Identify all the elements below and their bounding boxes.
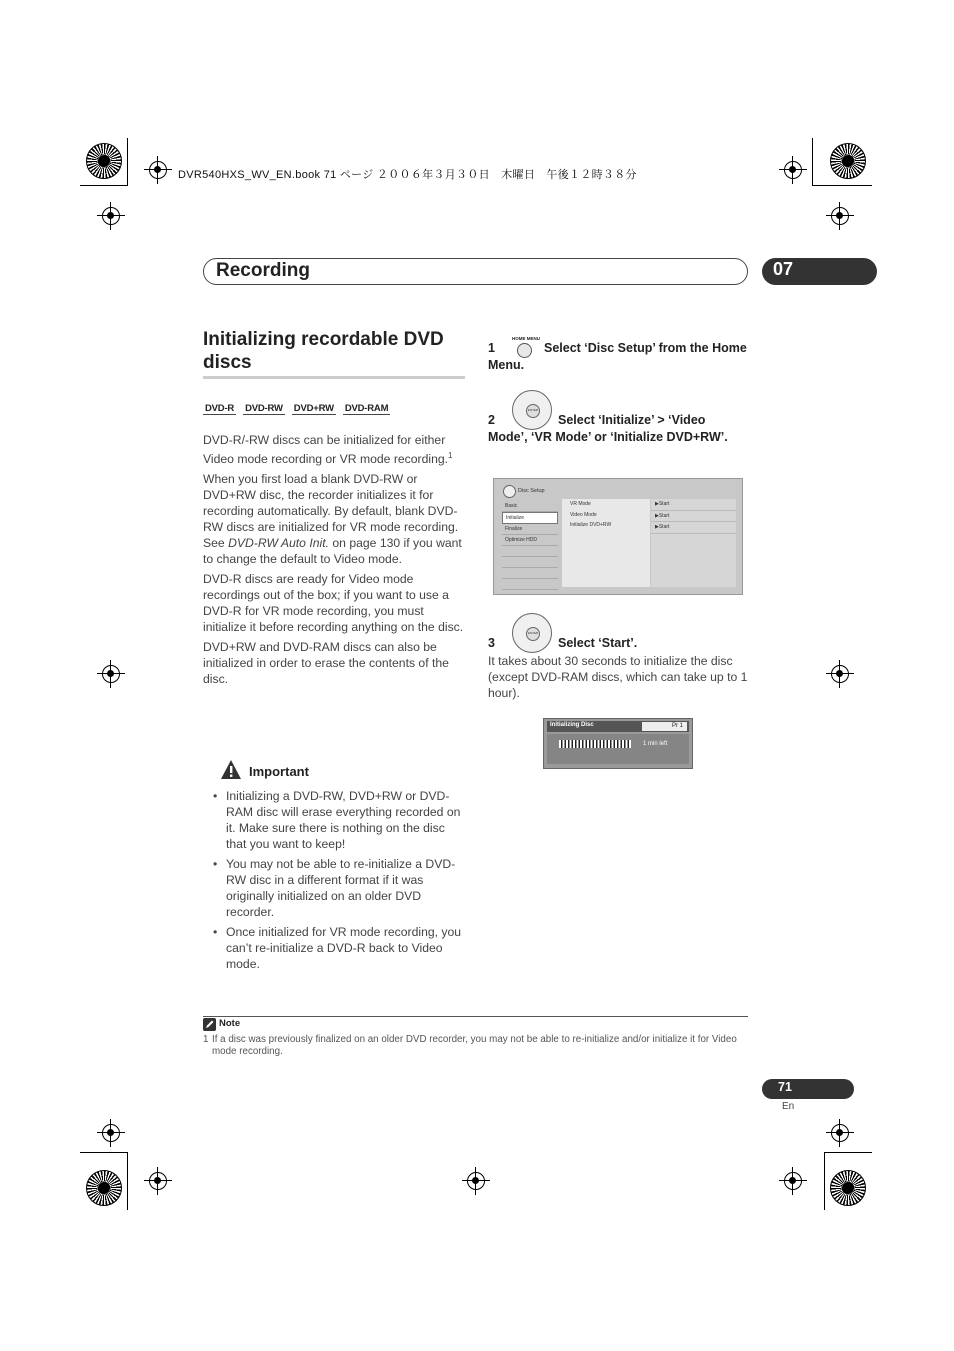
intro-p2-b: on page 130 if you want to change the default to Video mode. [203, 536, 462, 567]
note-title: Note [219, 1018, 241, 1029]
important-title: Important [249, 764, 309, 779]
step-number: 3 [488, 636, 495, 650]
menu-item-initialize[interactable]: Initialize [502, 512, 558, 524]
list-item: • You may not be able to re-initialize a DVD-RW disc in a different format if it was originally initialized on an older DVD recorder. [212, 856, 467, 920]
registration-mark [831, 665, 849, 683]
registration-mark [467, 1172, 485, 1190]
footnote-text: If a disc was previously finalized on an older DVD recorder, you may not be able to re-initialize and/or initialize it for Video mode recording. [212, 1034, 737, 1057]
intro-paragraph: DVD+RW and DVD-RAM discs can also be initialized in order to erase the contents of the disc. [203, 640, 449, 687]
joystick-enter-icon [512, 613, 552, 653]
progress-bar [559, 740, 631, 748]
menu-item-finalize[interactable]: Finalize [502, 524, 558, 535]
home-menu-button-label: HOME MENU [512, 336, 540, 341]
option-video-mode[interactable]: Video Mode [570, 511, 597, 518]
menu-item-empty [502, 579, 558, 590]
menu-item-basic[interactable]: Basic [502, 501, 558, 512]
disc-icon [503, 485, 516, 498]
list-item: • Initializing a DVD-RW, DVD+RW or DVD-RAM disc will erase everything recorded on it. Make sure there is nothing on the disc that you want to keep! [212, 788, 467, 852]
step-1-text: Select ‘Disc Setup’ from the Home Menu. [488, 341, 747, 372]
menu-item-optimize-hdd[interactable]: Optimize HDD [502, 535, 558, 546]
page-heading: Initializing recordable DVD discs [203, 329, 444, 373]
crop-line [812, 138, 813, 186]
print-header: DVR540HXS_WV_EN.book 71 ページ ２００６年３月３０日 木曜日 午後１２時３８分 [178, 169, 637, 181]
step-number: 1 [488, 341, 495, 355]
actions-panel [651, 499, 736, 587]
list-item: • Once initialized for VR mode recording, you can’t re-initialize a DVD-R back to Video mode. [212, 924, 467, 972]
channel-indicator: Pr 1 [642, 722, 687, 731]
disc-setup-screen [493, 478, 743, 595]
intro-p2-a: When you first load a blank DVD-RW or DVD+RW disc, the recorder initializes it for recording automatically. By default, blank DVD-RW discs are initialized for VR mode recording. See [203, 472, 459, 551]
option-initialize-dvd-plus-rw[interactable]: Initialize DVD+RW [570, 522, 612, 528]
important-list [212, 788, 467, 976]
registration-mark [831, 1124, 849, 1142]
start-action[interactable]: ▶Start [651, 511, 736, 523]
intro-paragraph [203, 471, 465, 567]
starburst-mark-top-left [86, 143, 122, 179]
starburst-mark-bottom-right [830, 1170, 866, 1206]
badge-dvd-ram: DVD-RAM [344, 403, 389, 414]
init-title-bar [547, 721, 689, 732]
step-3-detail: It takes about 30 seconds to initialize the disc (except DVD-RAM discs, which can take up to 1 hour). [488, 654, 748, 700]
page-number: 71 [762, 1079, 854, 1099]
footnote-ref: 1 [448, 451, 453, 460]
intro-paragraph: DVD-R discs are ready for Video mode recordings out of the box; if you want to use a DVD-R for VR mode recording, you must initialize it before recording anything on the disc. [203, 572, 464, 635]
intro-paragraph [203, 432, 465, 467]
footnote [203, 1034, 748, 1058]
initialize-options-panel [562, 499, 650, 587]
intro-text [203, 432, 465, 691]
badge-dvd-r: DVD-R [205, 403, 235, 414]
registration-mark [784, 1172, 802, 1190]
menu-item-empty [502, 568, 558, 579]
note-rule [203, 1016, 748, 1017]
init-progress-area [547, 734, 689, 764]
registration-mark [102, 665, 120, 683]
starburst-mark-top-right [830, 143, 866, 179]
crop-line [127, 1152, 128, 1210]
initializing-disc-screen [543, 718, 693, 769]
starburst-mark-bottom-left [86, 1170, 122, 1206]
registration-mark [784, 161, 802, 179]
crop-line [812, 185, 872, 186]
warning-icon [220, 759, 242, 781]
start-action[interactable]: ▶Start [651, 499, 736, 511]
enter-label: ENTER [527, 631, 539, 635]
note-pencil-icon [203, 1018, 216, 1031]
crop-line [824, 1152, 872, 1153]
chapter-number: 07 [762, 258, 877, 285]
crop-line [824, 1152, 825, 1210]
step-3-text: Select ‘Start’. [558, 636, 638, 650]
step-2-text: Select ‘Initialize’ > ‘Video Mode’, ‘VR Mode’ or ‘Initialize DVD+RW’. [488, 413, 728, 444]
crop-line [80, 185, 128, 186]
option-vr-mode[interactable]: VR Mode [570, 501, 591, 507]
registration-mark [149, 161, 167, 179]
section-title: Recording [216, 260, 310, 281]
registration-mark [149, 1172, 167, 1190]
badge-dvd-plus-rw: DVD+RW [293, 403, 334, 414]
time-remaining: 1 min left [643, 741, 668, 747]
menu-item-empty [502, 546, 558, 557]
init-title: Initializing Disc [550, 722, 594, 728]
enter-label: ENTER [527, 408, 539, 412]
crop-line [80, 1152, 128, 1153]
intro-p1: DVD-R/-RW discs can be initialized for either Video mode recording or VR mode recording. [203, 433, 449, 467]
registration-mark [831, 207, 849, 225]
badge-dvd-rw: DVD-RW [245, 403, 283, 414]
disc-compatibility-badges [203, 403, 390, 415]
step-number: 2 [488, 413, 495, 427]
crop-line [127, 138, 128, 186]
footnote-number: 1 [203, 1034, 209, 1045]
screen-title: Disc Setup [518, 488, 545, 494]
heading-rule [203, 376, 465, 379]
setting-reference: DVD-RW Auto Init. [228, 536, 329, 551]
menu-item-empty [502, 557, 558, 568]
registration-mark [102, 207, 120, 225]
disc-setup-menu [502, 501, 558, 590]
language-code: En [782, 1101, 795, 1112]
registration-mark [102, 1124, 120, 1142]
start-action[interactable]: ▶Start [651, 522, 736, 534]
